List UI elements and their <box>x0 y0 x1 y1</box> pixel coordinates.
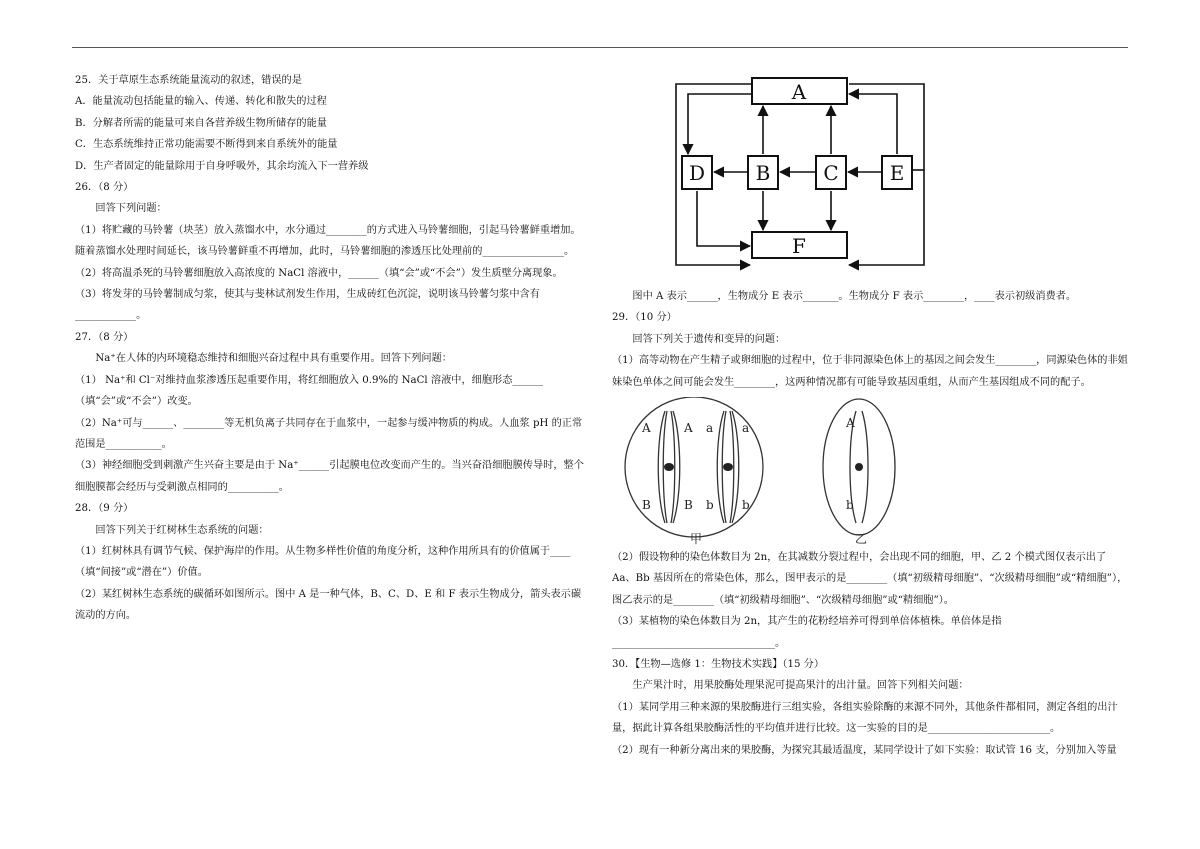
q28-caption: 图中 A 表示______，生物成分 E 表示_______。生物成分 F 表示________，____表示初级消费者。 <box>632 291 1077 302</box>
gene-b-left: b <box>706 498 714 513</box>
q25-stem: 25．关于草原生态系统能量流动的叙述，错误的是 <box>75 75 302 86</box>
label-c: C <box>823 161 839 185</box>
label-d: D <box>688 161 706 185</box>
q25-a: A．能量流动包括能量的输入、传递、转化和散失的过程 <box>75 96 327 108</box>
label-jia: 甲 <box>689 532 703 546</box>
q30-head: 30．【生物—选修 1：生物技术实践】（15 分） <box>612 659 825 671</box>
q29-head: 29．（10 分） <box>612 312 677 324</box>
arrow-a-to-d <box>688 94 752 154</box>
q27-intro: Na⁺在人体的内环境稳态维持和细胞兴奋过程中具有重要作用。回答下列问题： <box>95 353 452 365</box>
arrow-d-to-f <box>697 191 750 246</box>
label-yi: 乙 <box>854 532 868 546</box>
q27-2: （2）Na⁺可与______、________等无机负离子共同存在于血浆中，一起参与缓冲物质的构成。人血浆 pH 的正常范围是___________。 <box>75 417 583 450</box>
gene-A-left: A <box>642 421 651 436</box>
right-column <box>612 70 1130 761</box>
gene-B-left: B <box>642 498 651 513</box>
gene-b-right: b <box>742 498 750 513</box>
gene-b-yi: b <box>846 498 854 513</box>
gene-B-right: B <box>684 498 693 513</box>
q28-2: （2）某红树林生态系统的碳循环如图所示。图中 A 是一种气体，B、C、D、E 和 F 表示生物成分，箭头表示碳流动的方向。 <box>75 588 582 622</box>
q27-1: （1） Na⁺和 Cl⁻对维持血浆渗透压起重要作用，将红细胞放入 0.9%的 NaCl 溶液中，细胞形态______（填“会”或“不会”）改变。 <box>75 374 543 408</box>
right-bottom-text <box>612 547 1130 761</box>
q26-intro: 回答下列问题： <box>95 203 167 215</box>
q25-b: B．分解者所需的能量可来自各营养级生物所储存的能量 <box>75 117 327 129</box>
gene-A-yi: A <box>846 416 855 431</box>
gene-A-right: A <box>684 421 693 436</box>
q30-1: （1）某同学用三种来源的果胶酶进行三组实验，各组实验除酶的来源不同外，其他条件都相同，测定各组的出汁量，据此计算各组果胶酶活性的平均值并进行比较。这一实验的目的是________________________。 <box>612 701 1118 735</box>
label-b: B <box>755 161 771 185</box>
header-rule <box>72 47 1128 48</box>
arrow-e-to-a <box>849 94 897 154</box>
carbon-cycle-svg <box>612 70 1130 286</box>
q30-intro: 生产果汁时，用果胶酶处理果泥可提高果汁的出汁量。回答下列相关问题： <box>632 680 969 692</box>
q30-2: （2）现有一种新分离出来的果胶酶，为探究其最适温度，某同学设计了如下实验：取试管 16 支，分别加入等量 <box>612 744 1117 756</box>
q27-3: （3）神经细胞受到刺激产生兴奋主要是由于 Na⁺______引起膜电位改变而产生的。当兴奋沿细胞膜传导时，整个细胞膜都会经历与受刺激点相同的__________。 <box>75 460 584 493</box>
q29-1: （1）高等动物在产生精子或卵细胞的过程中，位于非同源染色体上的基因之间会发生________，同源染色体的非姐妹染色单体之间可能会发生________，这两种情况都有可能导致基因重组，从而产生基因组成不同的配子。 <box>612 355 1128 388</box>
label-a: A <box>791 80 807 104</box>
chromosome-svg <box>612 397 1130 545</box>
q28-intro: 回答下列关于红树林生态系统的问题： <box>95 524 269 536</box>
q26-3: （3）将发芽的马铃薯制成匀浆，使其与斐林试剂发生作用，生成砖红色沉淀，说明该马铃薯匀浆中含有____________。 <box>75 289 540 322</box>
right-top-text <box>612 286 1130 393</box>
q29-3: （3）某植物的染色体数目为 2n，其产生的花粉经培养可得到单倍体植株。单倍体是指________________________________。 <box>612 616 1002 649</box>
chromosome-diagrams <box>612 397 1130 545</box>
q28-1: （1）红树林具有调节气候、保护海岸的作用。从生物多样性价值的角度分析，这种作用所具有的价值属于____（填“间接”或“潜在”）价值。 <box>75 545 571 579</box>
q28-head: 28．（9 分） <box>75 503 134 515</box>
cell-jia <box>625 397 763 537</box>
q25-c: C．生态系统维持正常功能需要不断得到来自系统外的能量 <box>75 139 338 151</box>
carbon-cycle-diagram <box>612 70 1130 286</box>
left-column <box>75 70 590 627</box>
q25-d: D．生产者固定的能量除用于自身呼吸外，其余均流入下一营养级 <box>75 160 369 172</box>
gene-a-right: a <box>742 421 750 436</box>
q27-head: 27．（8 分） <box>75 331 134 343</box>
q29-2: （2）假设物种的染色体数目为 2n，在其减数分裂过程中，会出现不同的细胞，甲、乙 2 个模式图仅表示出了 Aa、Bb 基因所在的常染色体，那么，图甲表示的是________（填“初级精母细胞”、“次级精母细胞”或“精细胞”），图乙表示的是________（填“初级精母细胞”、“次级精母细胞”或“精细胞”）。 <box>612 552 1128 606</box>
q26-1: （1）将贮藏的马铃薯（块茎）放入蒸馏水中，水分通过________的方式进入马铃薯细胞，引起马铃薯鲜重增加。随着蒸馏水处理时间延长，该马铃薯鲜重不再增加，此时，马铃薯细胞的渗透压比处理前的________________。 <box>75 224 581 258</box>
gene-a-left: a <box>706 421 714 436</box>
label-f: F <box>792 234 806 258</box>
q26-head: 26．（8 分） <box>75 182 134 194</box>
label-e: E <box>889 161 905 185</box>
q26-2: （2）将高温杀死的马铃薯细胞放入高浓度的 NaCl 溶液中，______（填“会”或“不会”）发生质壁分离现象。 <box>75 267 563 279</box>
q29-intro: 回答下列关于遗传和变异的问题： <box>632 333 786 345</box>
